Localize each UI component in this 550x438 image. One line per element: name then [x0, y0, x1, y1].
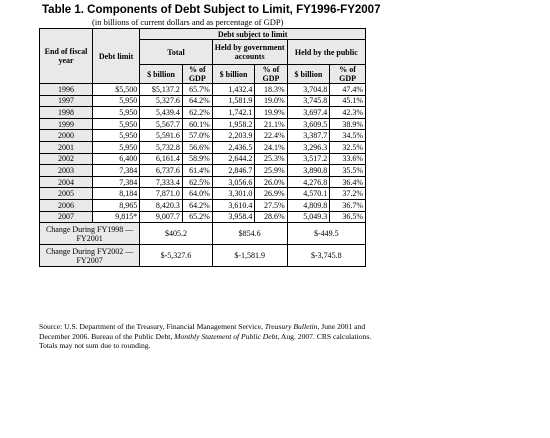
total-billion-cell: 6,161.4	[140, 153, 183, 165]
debt-limit-cell: 8,965	[92, 199, 139, 211]
gov-billion-cell: 3,958.4	[212, 211, 255, 223]
public-pct-cell: 47.4%	[330, 84, 366, 96]
gov-pct-cell: 18.3%	[255, 84, 287, 96]
public-billion-cell: 5,049.3	[287, 211, 330, 223]
change-gov-cell: $854.6	[212, 223, 287, 245]
total-pct-cell: 64.0%	[182, 188, 212, 200]
public-pct-cell: 36.5%	[330, 211, 366, 223]
gov-billion-cell: 2,644.2	[212, 153, 255, 165]
public-pct-cell: 36.7%	[330, 199, 366, 211]
table-title: Table 1. Components of Debt Subject to Limit, FY1996-FY2007	[42, 4, 381, 16]
table-row	[40, 118, 366, 130]
total-pct-cell: 65.2%	[182, 211, 212, 223]
table-row	[40, 95, 366, 107]
table-subtitle: (in billions of current dollars and as percentage of GDP)	[92, 17, 284, 27]
public-pct-cell: 34.5%	[330, 130, 366, 142]
table-row	[40, 84, 366, 96]
total-billion-cell: 9,007.7	[140, 211, 183, 223]
gov-pct-cell: 27.5%	[255, 199, 287, 211]
year-cell: 2002	[40, 153, 93, 165]
change-row	[40, 245, 366, 267]
gov-billion-cell: 3,301.0	[212, 188, 255, 200]
public-billion-cell: 3,296.3	[287, 141, 330, 153]
gov-billion-cell: 1,581.9	[212, 95, 255, 107]
debt-limit-cell: 8,184	[92, 188, 139, 200]
total-pct-cell: 60.1%	[182, 118, 212, 130]
header-pct-gdp: % of GDP	[182, 65, 212, 84]
change-row	[40, 223, 366, 245]
header-debt-limit: Debt limit	[92, 29, 139, 84]
total-pct-cell: 58.9%	[182, 153, 212, 165]
public-billion-cell: 3,517.2	[287, 153, 330, 165]
total-billion-cell: 7,871.0	[140, 188, 183, 200]
total-pct-cell: 56.6%	[182, 141, 212, 153]
header-billion: $ billion	[140, 65, 183, 84]
total-pct-cell: 65.7%	[182, 84, 212, 96]
total-pct-cell: 62.5%	[182, 176, 212, 188]
total-billion-cell: 7,333.4	[140, 176, 183, 188]
debt-limit-cell: 5,950	[92, 107, 139, 119]
table-row	[40, 176, 366, 188]
change-public-cell: $-3,745.8	[287, 245, 365, 267]
gov-pct-cell: 26.0%	[255, 176, 287, 188]
header-billion: $ billion	[287, 65, 330, 84]
total-billion-cell: $5,137.2	[140, 84, 183, 96]
table-row	[40, 165, 366, 177]
gov-billion-cell: 2,203.9	[212, 130, 255, 142]
year-cell: 2005	[40, 188, 93, 200]
source-prefix: Source: U.S. Department of the Treasury, Financial Management Service,	[39, 322, 265, 331]
total-billion-cell: 5,439.4	[140, 107, 183, 119]
header-total: Total	[140, 40, 213, 65]
year-cell: 2001	[40, 141, 93, 153]
year-cell: 2007	[40, 211, 93, 223]
change-label: Change During FY2002 — FY2007	[40, 245, 140, 267]
change-gov-cell: $-1,581.9	[212, 245, 287, 267]
gov-pct-cell: 19.9%	[255, 107, 287, 119]
public-billion-cell: 4,809.8	[287, 199, 330, 211]
table-row	[40, 141, 366, 153]
year-cell: 1999	[40, 118, 93, 130]
change-total-cell: $-5,327.6	[140, 245, 213, 267]
header-billion: $ billion	[212, 65, 255, 84]
debt-limit-cell: 7,384	[92, 176, 139, 188]
source-monthly: Monthly Statement of Public Debt	[174, 331, 278, 341]
public-billion-cell: 3,387.7	[287, 130, 330, 142]
total-billion-cell: 6,737.6	[140, 165, 183, 177]
gov-pct-cell: 19.0%	[255, 95, 287, 107]
header-pct-gdp: % of GDP	[330, 65, 366, 84]
year-cell: 1998	[40, 107, 93, 119]
table-row	[40, 107, 366, 119]
gov-pct-cell: 22.4%	[255, 130, 287, 142]
header-end-fy: End of fiscal year	[40, 29, 93, 84]
year-cell: 2006	[40, 199, 93, 211]
public-billion-cell: 3,609.5	[287, 118, 330, 130]
public-pct-cell: 42.3%	[330, 107, 366, 119]
total-pct-cell: 57.0%	[182, 130, 212, 142]
table-row	[40, 199, 366, 211]
table-row	[40, 188, 366, 200]
total-pct-cell: 62.2%	[182, 107, 212, 119]
gov-pct-cell: 24.1%	[255, 141, 287, 153]
total-billion-cell: 5,567.7	[140, 118, 183, 130]
change-label: Change During FY1998 — FY2001	[40, 223, 140, 245]
public-pct-cell: 37.2%	[330, 188, 366, 200]
debt-limit-cell: 5,950	[92, 95, 139, 107]
change-total-cell: $405.2	[140, 223, 213, 245]
debt-limit-cell: $5,500	[92, 84, 139, 96]
gov-billion-cell: 1,742.1	[212, 107, 255, 119]
gov-pct-cell: 25.9%	[255, 165, 287, 177]
public-pct-cell: 36.4%	[330, 176, 366, 188]
debt-limit-cell: 5,950	[92, 118, 139, 130]
gov-billion-cell: 2,846.7	[212, 165, 255, 177]
gov-billion-cell: 3,610.4	[212, 199, 255, 211]
table-row	[40, 211, 366, 223]
debt-limit-cell: 5,950	[92, 141, 139, 153]
gov-billion-cell: 2,436.5	[212, 141, 255, 153]
header-held-public: Held by the public	[287, 40, 365, 65]
debt-limit-cell: 9,815*	[92, 211, 139, 223]
debt-limit-cell: 5,950	[92, 130, 139, 142]
public-pct-cell: 32.5%	[330, 141, 366, 153]
gov-billion-cell: 1,432.4	[212, 84, 255, 96]
gov-pct-cell: 21.1%	[255, 118, 287, 130]
header-pct-gdp: % of GDP	[255, 65, 287, 84]
total-pct-cell: 64.2%	[182, 95, 212, 107]
gov-pct-cell: 28.6%	[255, 211, 287, 223]
year-cell: 1997	[40, 95, 93, 107]
debt-limit-cell: 7,384	[92, 165, 139, 177]
year-cell: 2004	[40, 176, 93, 188]
public-billion-cell: 3,704.8	[287, 84, 330, 96]
public-pct-cell: 45.1%	[330, 95, 366, 107]
public-billion-cell: 3,745.8	[287, 95, 330, 107]
debt-limit-cell: 6,400	[92, 153, 139, 165]
table-body	[40, 84, 366, 267]
source-bulletin: Treasury Bulletin	[264, 322, 318, 331]
gov-pct-cell: 25.3%	[255, 153, 287, 165]
gov-pct-cell: 26.9%	[255, 188, 287, 200]
year-cell: 1996	[40, 84, 93, 96]
total-pct-cell: 61.4%	[182, 165, 212, 177]
public-pct-cell: 35.5%	[330, 165, 366, 177]
total-pct-cell: 64.2%	[182, 199, 212, 211]
public-billion-cell: 4,570.1	[287, 188, 330, 200]
header-held-gov: Held by government accounts	[212, 40, 287, 65]
source-note	[39, 322, 389, 351]
table-row	[40, 153, 366, 165]
header-debt-subject: Debt subject to limit	[140, 29, 366, 40]
public-pct-cell: 33.6%	[330, 153, 366, 165]
gov-billion-cell: 1,958.2	[212, 118, 255, 130]
year-cell: 2000	[40, 130, 93, 142]
total-billion-cell: 8,420.3	[140, 199, 183, 211]
debt-table	[39, 28, 366, 267]
public-pct-cell: 38.9%	[330, 118, 366, 130]
total-billion-cell: 5,732.8	[140, 141, 183, 153]
public-billion-cell: 3,890.8	[287, 165, 330, 177]
gov-billion-cell: 3,056.6	[212, 176, 255, 188]
total-billion-cell: 5,591.6	[140, 130, 183, 142]
public-billion-cell: 3,697.4	[287, 107, 330, 119]
total-billion-cell: 5,327.6	[140, 95, 183, 107]
change-public-cell: $-449.5	[287, 223, 365, 245]
source-mid: , June 2001 and December 2006. Bureau of the Public Debt,	[39, 322, 366, 341]
year-cell: 2003	[40, 165, 93, 177]
public-billion-cell: 4,276.8	[287, 176, 330, 188]
table-row	[40, 130, 366, 142]
source-suffix: , Aug. 2007. CRS calculations. Totals may not sum due to rounding.	[39, 331, 372, 351]
